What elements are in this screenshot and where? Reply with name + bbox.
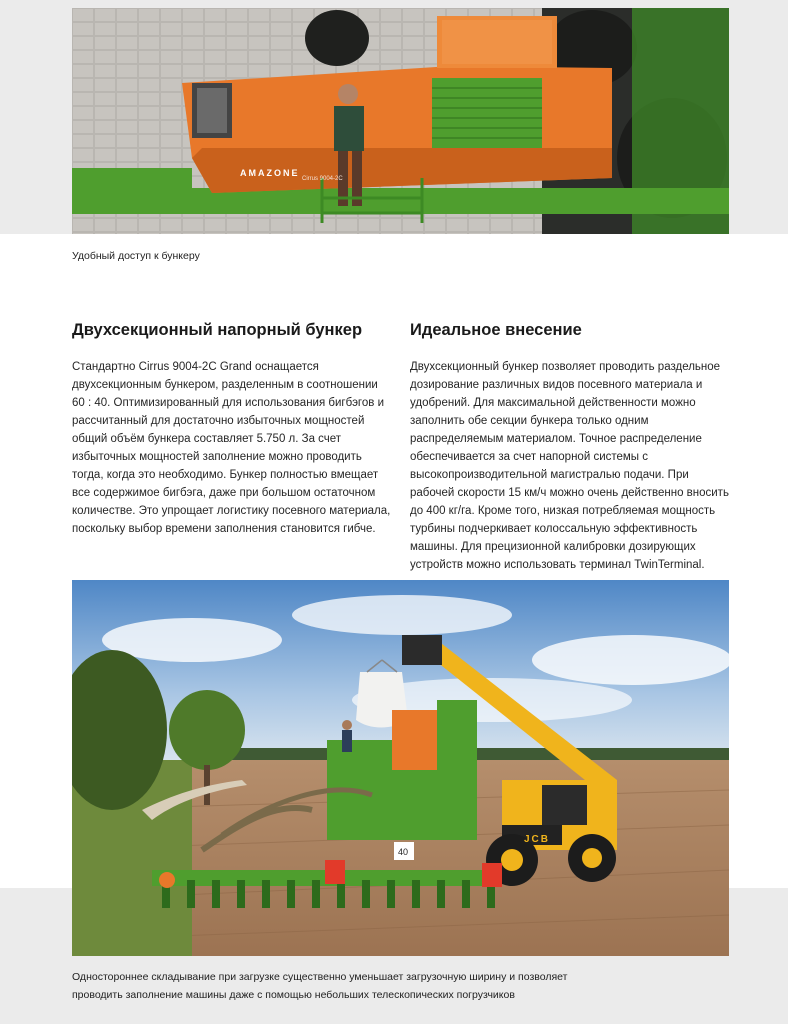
bottom-caption-line-2: проводить заполнение машины даже с помощью небольших телескопических погрузчиков [72, 989, 515, 1001]
top-photo-caption: Удобный доступ к бункеру [72, 250, 200, 262]
section-right [410, 318, 730, 574]
section-right-heading: Идеальное внесение [410, 321, 582, 339]
bottom-caption-line-1: Одностороннее складывание при загрузке существенно уменьшает загрузочную ширину и позволяет [72, 971, 568, 983]
hopper-access-photo [72, 8, 729, 234]
machine-number-plate: 40 [398, 847, 409, 857]
bottom-photo-caption [72, 968, 672, 1004]
section-right-body: Двухсекционный бункер позволяет проводить раздельное дозирование различных видов посевного материала и удобрений. Для максимальной действенности можно заполнить обе секции бункера только одним распределяемым материалом. Точное распределение обеспечивается за счет напорной системы с высокопроизводительной магистралью подачи. При рабочей скорости 15 км/ч можно очень действенно вносить до 400 кг/га. Кроме того, низкая потребляемая мощность турбины подчеркивает колоссальную эффективность машины. Для прецизионной калибровки дозирующих устройств можно использовать терминал TwinTerminal. [410, 361, 729, 571]
field-loading-photo [72, 580, 729, 956]
jcb-logo: JCB [524, 834, 551, 845]
amazone-logo: AMAZONE [240, 168, 300, 178]
section-left-body: Стандартно Cirrus 9004-2C Grand оснащается двухсекционным бункером, разделенным в соотношении 60 : 40. Оптимизированный для использования бигбэгов и рассчитанный для достаточно избыточных мощностей общий объём бункера составляет 5.750 л. За счет избыточных мощностей заполнение можно проводить тогда, когда это необходимо. Бункер полностью вмещает все содержимое бигбэга, даже при большом остаточном количестве. Это упрощает логистику посевного материала, поскольку выбор времени заполнения становится гибче. [72, 361, 391, 535]
section-left-heading: Двухсекционный напорный бункер [72, 321, 363, 339]
section-left [72, 318, 392, 538]
machine-model-label: Cirrus 9004-2C [302, 176, 343, 182]
